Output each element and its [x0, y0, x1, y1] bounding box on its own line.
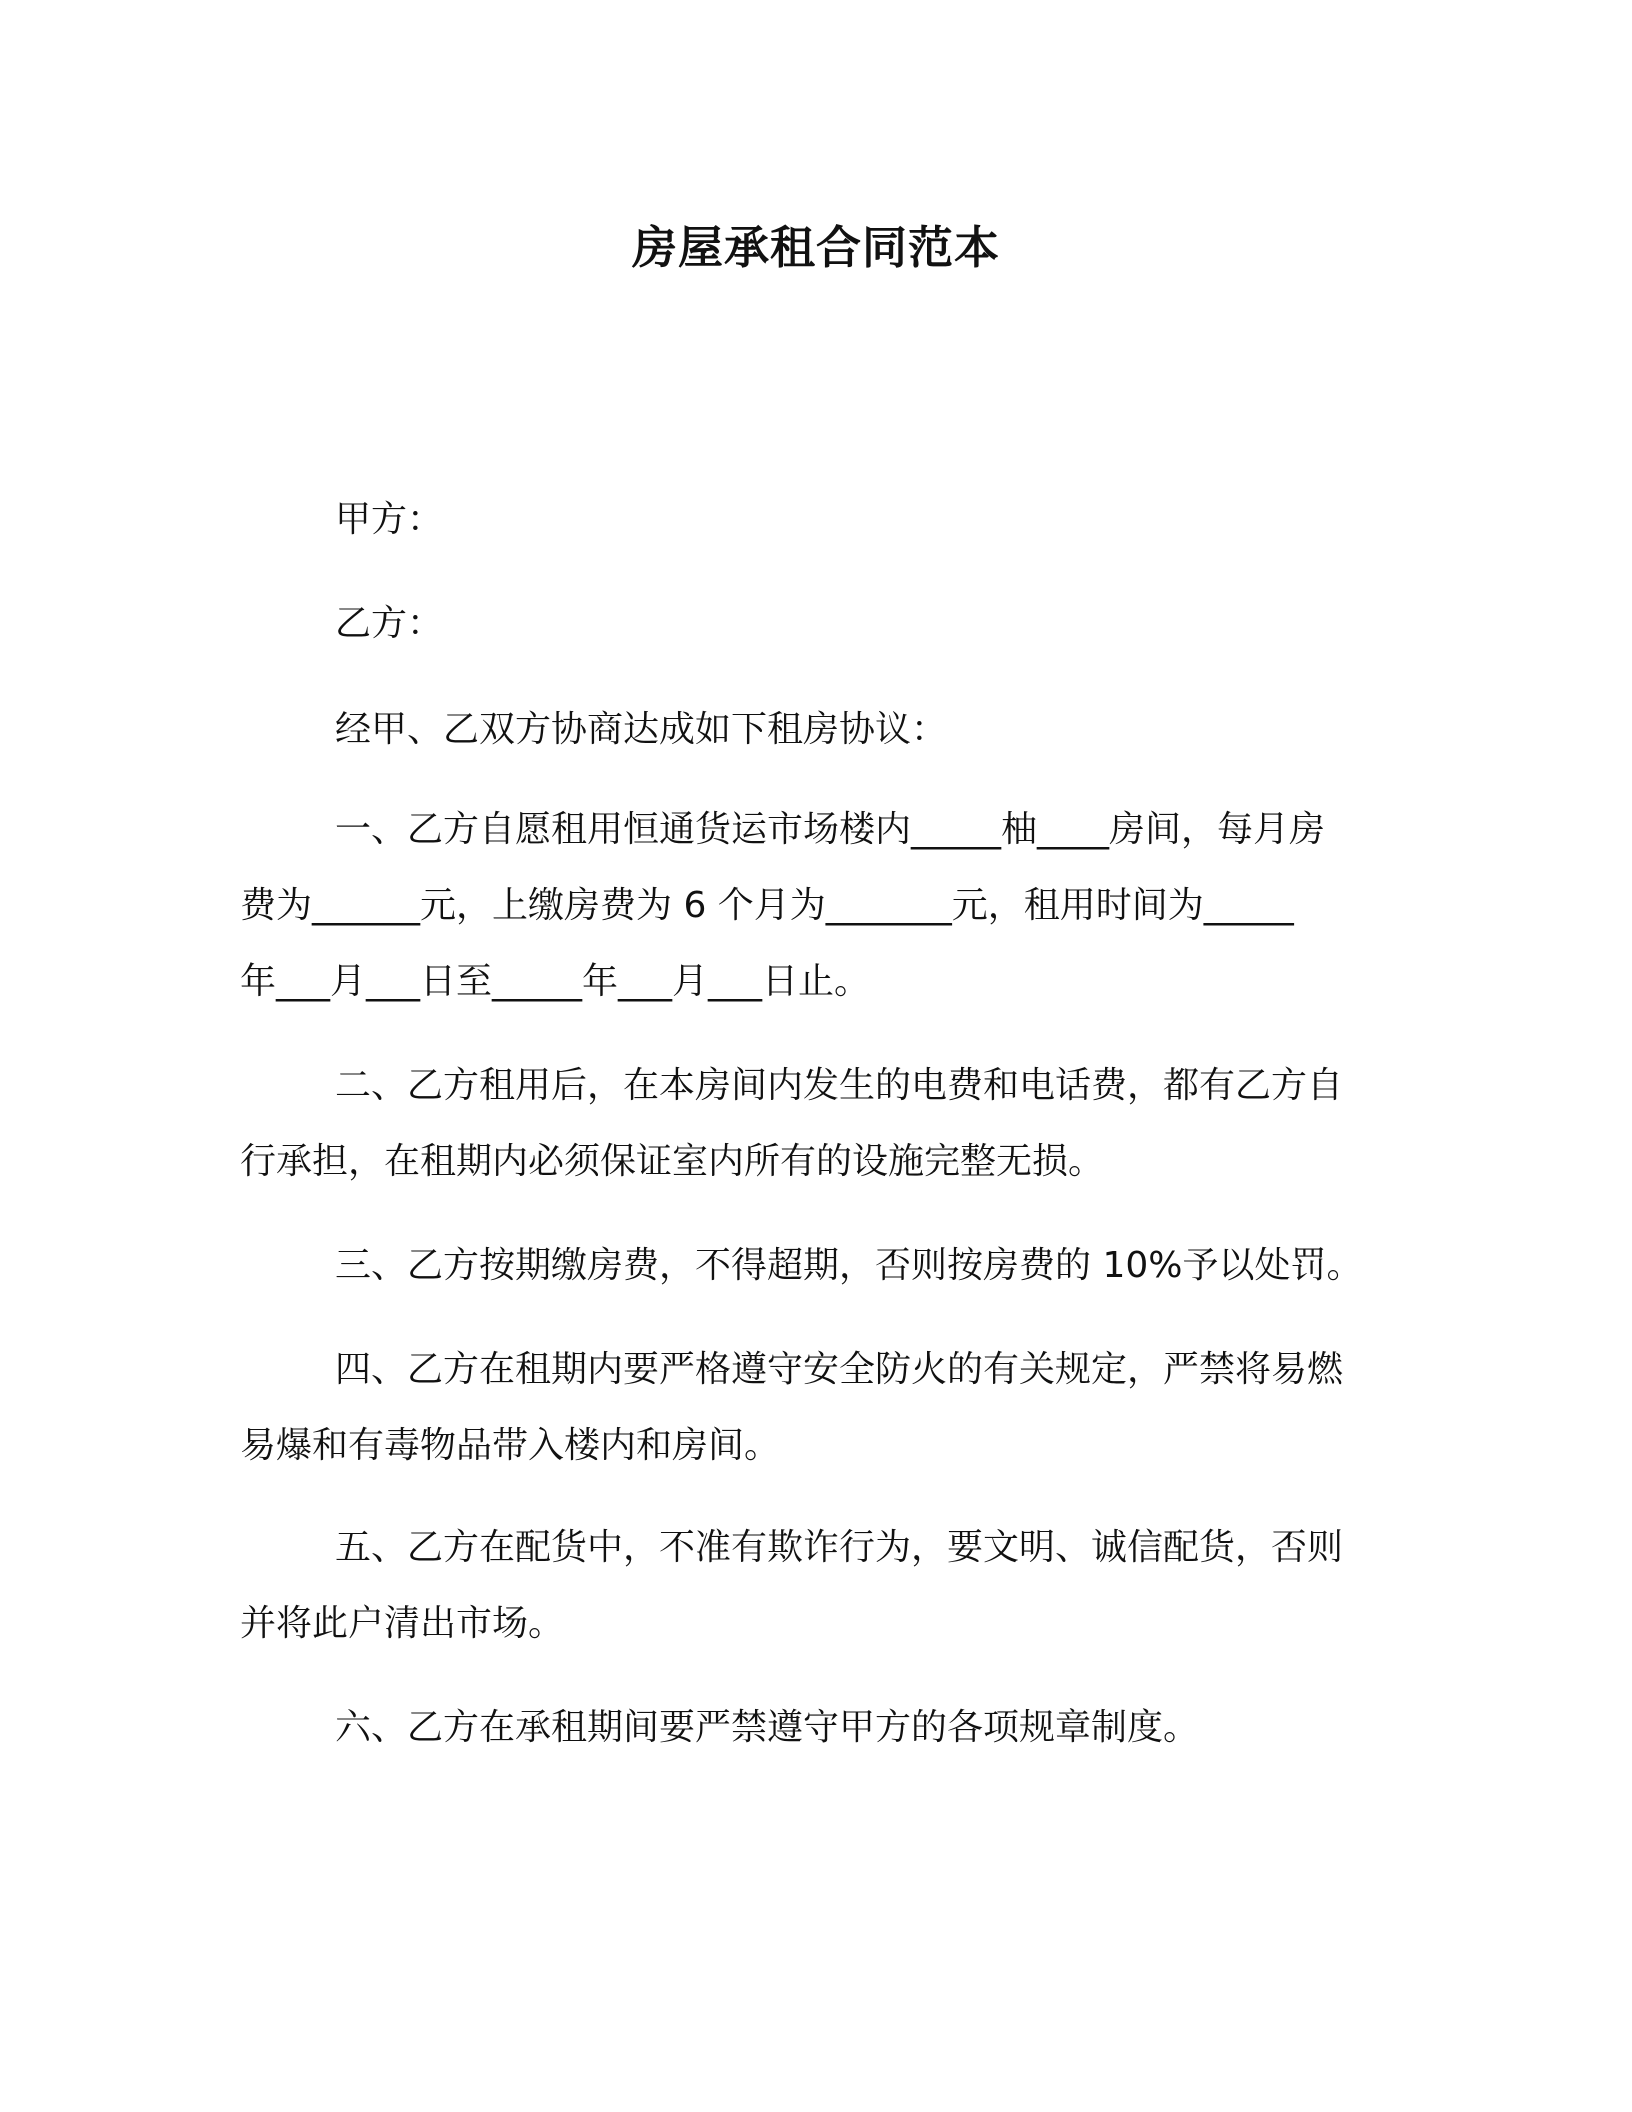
- clause-3-line-1: 三、乙方按期缴房费，不得超期，否则按房费的 10%予以处罚。: [335, 1245, 1363, 1286]
- clause-2-line-1: 二、乙方租用后，在本房间内发生的电费和电话费，都有乙方自: [335, 1065, 1344, 1106]
- clause-1-line-3: 年___月___日至_____年___月___日止。: [240, 961, 871, 1002]
- party-b-label: 乙方：: [335, 603, 444, 644]
- clause-1-line-2: 费为______元，上缴房费为 6 个月为_______元，租用时间为_____: [240, 885, 1294, 926]
- clause-5-line-1: 五、乙方在配货中，不准有欺诈行为，要文明、诚信配货，否则: [335, 1527, 1344, 1568]
- clause-2-line-2: 行承担，在租期内必须保证室内所有的设施完整无损。: [240, 1141, 1105, 1182]
- clause-6-line-1: 六、乙方在承租期间要严禁遵守甲方的各项规章制度。: [335, 1707, 1200, 1748]
- clause-5-line-2: 并将此户清出市场。: [240, 1603, 565, 1644]
- clause-1-line-1: 一、乙方自愿租用恒通货运市场楼内_____柚____房间，每月房: [335, 809, 1326, 850]
- agreement-intro: 经甲、乙双方协商达成如下租房协议：: [335, 709, 948, 750]
- clause-4-line-1: 四、乙方在租期内要严格遵守安全防火的有关规定，严禁将易燃: [335, 1349, 1344, 1390]
- clause-4-line-2: 易爆和有毒物品带入楼内和房间。: [240, 1425, 781, 1466]
- document-title: 房屋承租合同范本: [631, 221, 1000, 274]
- party-a-label: 甲方：: [335, 499, 444, 540]
